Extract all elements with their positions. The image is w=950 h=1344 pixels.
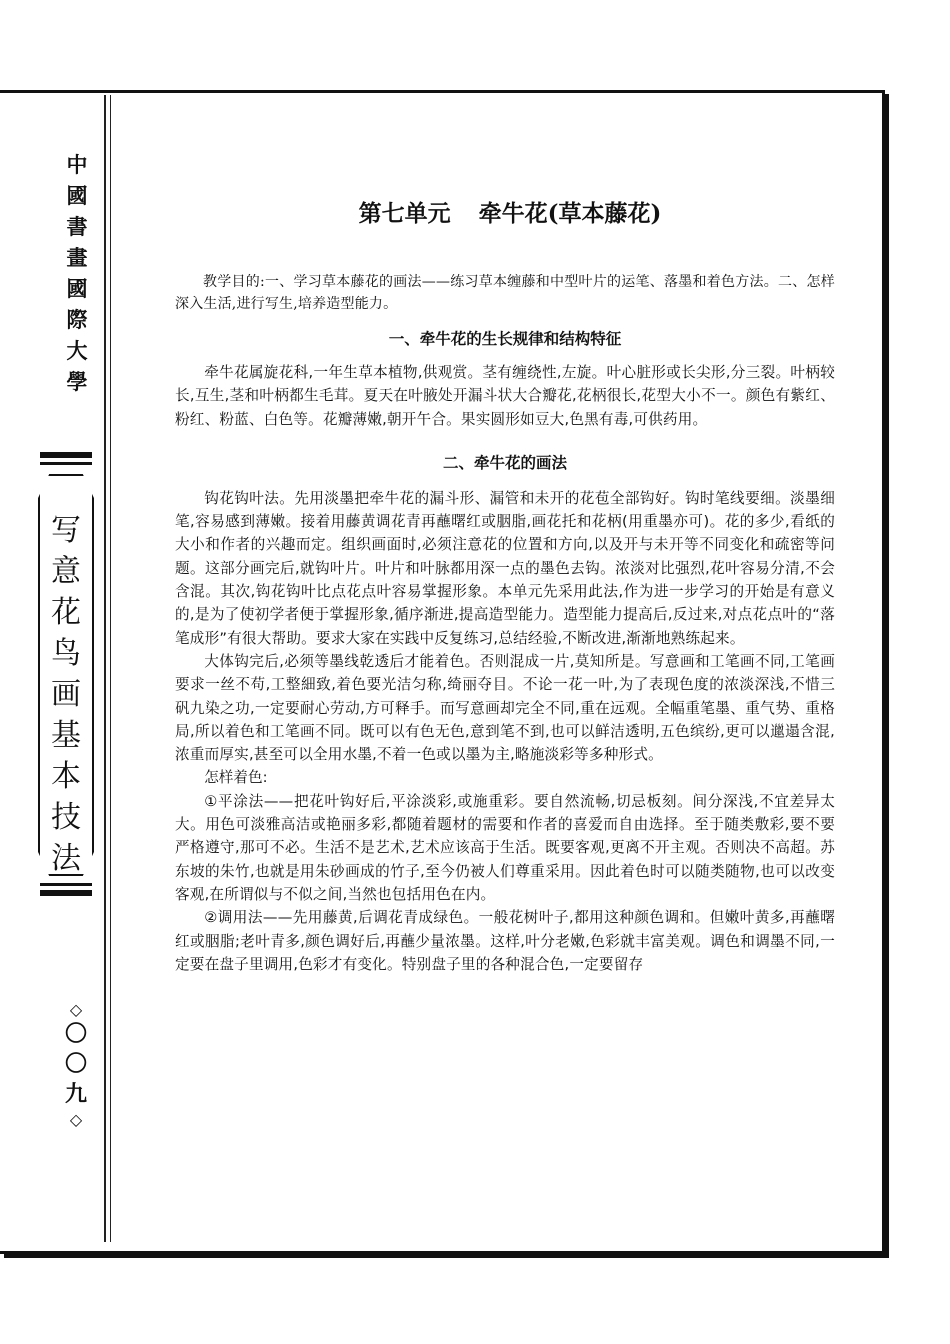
unit-label: 第七单元 <box>358 200 451 227</box>
body-paragraph: 钩花钩叶法。先用淡墨把牵牛花的漏斗形、漏管和未开的花苞全部钩好。钩时笔线要细。淡墨细笔,容易感到薄嫩。接着用藤黄调花青再蘸曙红或胭脂,画花托和花柄(用重墨亦可)。花的多少,看纸的大小和作者的兴趣而定。组织画面时,必须注意花的位置和方向,以及开与未开等不同变化和疏密等问题。这部分画完后,就钩叶片。叶片和叶脉都用深一点的墨色去钩。浓淡对比强烈,花叶容易分清,不会含混。其次,钩花钩叶比点花点叶容易掌握形象。本单元先采用此法,作为进一步学习的开始是有意义的,是为了使初学者便于掌握形象,循序渐进,提高造型能力。造型能力提高后,反过来,对点花点叶的“落笔成形”有很大帮助。要求大家在实践中反复练习,总结经验,不断改进,渐渐地熟练起来。 <box>175 489 835 647</box>
ornament-bar <box>40 890 92 896</box>
unit-title <box>175 198 835 230</box>
book-title-char: 技 <box>51 800 81 835</box>
series-title <box>62 150 92 398</box>
series-title-char: 大 <box>66 339 88 363</box>
section-heading: 一、牵牛花的生长规律和结构特征 <box>388 330 622 348</box>
book-title-char: 鸟 <box>51 636 81 671</box>
method-paragraph: ②调用法——先用藤黄,后调花青成绿色。一般花树叶子,都用这种颜色调和。但嫩叶黄多,再蘸曙红或胭脂;老叶青多,颜色调好后,再蘸少量浓墨。这样,叶分老嫩,色彩就丰富美观。调色和调墨不同,一定要在盘子里调用,色彩才有变化。特别盘子里的各种混合色,一定要留存 <box>175 909 835 973</box>
book-title-char: 写 <box>51 513 81 548</box>
diamond-icon: ◇ <box>69 1110 83 1129</box>
series-title-char: 學 <box>66 370 88 394</box>
book-title-char: 法 <box>51 841 81 876</box>
page-number-digit: 九 <box>64 1082 87 1107</box>
page-number-digit: 〇 <box>64 1022 87 1047</box>
book-title-char: 意 <box>51 554 81 589</box>
book-title-char: 本 <box>51 759 81 794</box>
series-title-char: 國 <box>66 184 88 208</box>
method-paragraph: ①平涂法——把花叶钩好后,平涂淡彩,或施重彩。要自然流畅,切忌板刻。间分深浅,不宜差异太大。用色可淡雅高洁或艳丽多彩,都随着题材的需要和作者的喜爱而自由选择。至于随类敷彩,要不要严格遵守,那可不必。生活不是艺术,艺术应该高于生活。既要客观,更离不开主观。否则决不高超。苏东坡的朱竹,也就是用朱砂画成的竹子,至今仍被人们尊重采用。因此着色时可以随类随物,也可以改变客观,在所谓似与不似之间,当然也包括用色在内。 <box>175 792 835 903</box>
diamond-icon: ◇ <box>69 1000 83 1019</box>
sidebar-divider <box>104 95 106 1242</box>
series-title-char: 際 <box>66 308 88 332</box>
main-content <box>175 198 835 976</box>
page-number-digit: 〇 <box>64 1052 87 1077</box>
book-title-char: 花 <box>51 595 81 630</box>
body-paragraph: 大体钩完后,必须等墨线乾透后才能着色。否则混成一片,莫知所是。写意画和工笔画不同,工笔画要求一丝不苟,工整細致,着色要光洁匀称,绮丽夺目。不论一花一叶,为了表现色度的浓淡深浅,不惜三矾九染之功,一定要耐心劳动,方可释手。而写意画却完全不同,重在远观。全幅重笔墨、重气势、重格局,所以着色和工笔画不同。既可以有色无色,意到笔不到,也可以鲜洁透明,五色缤纷,更可以邋遢含混,浓重而厚实,甚至可以全用水墨,不着一色或以墨为主,略施淡彩等多种形式。 <box>175 652 835 764</box>
page-number <box>58 1000 94 1130</box>
sub-heading: 怎样着色: <box>204 769 268 787</box>
ornament-bar <box>40 883 92 886</box>
series-title-char: 書 <box>66 215 88 239</box>
sidebar-divider-thin <box>110 95 111 1242</box>
section-heading: 二、牵牛花的画法 <box>442 453 567 472</box>
series-title-char: 國 <box>66 277 88 301</box>
series-title-char: 畫 <box>66 246 88 270</box>
ornament-bar <box>40 462 92 465</box>
body-paragraph: 牵牛花属旋花科,一年生草本植物,供观赏。茎有缠绕性,左旋。叶心脏形或长尖形,分三裂。叶柄较长,互生,茎和叶柄都生毛茸。夏天在叶腋处开漏斗状大合瓣花,花柄很长,花型大小不一。颜色有紫红、粉红、粉蓝、白色等。花瓣薄嫩,朝开午合。果实圆形如豆大,色黑有毒,可供药用。 <box>175 364 835 428</box>
book-title-panel <box>38 452 94 896</box>
book-title-char: 画 <box>51 677 81 712</box>
teaching-objective: 教学目的:一、学习草本藤花的画法——练习草本缠藤和中型叶片的运笔、落墨和着色方法。二、怎样深入生活,进行写生,培养造型能力。 <box>175 274 835 312</box>
book-title-char: 基 <box>51 718 81 753</box>
ornament-bar <box>40 452 92 458</box>
series-title-char: 中 <box>66 153 88 177</box>
unit-topic: 牵牛花(草本藤花) <box>478 200 662 227</box>
book-title <box>38 510 94 879</box>
